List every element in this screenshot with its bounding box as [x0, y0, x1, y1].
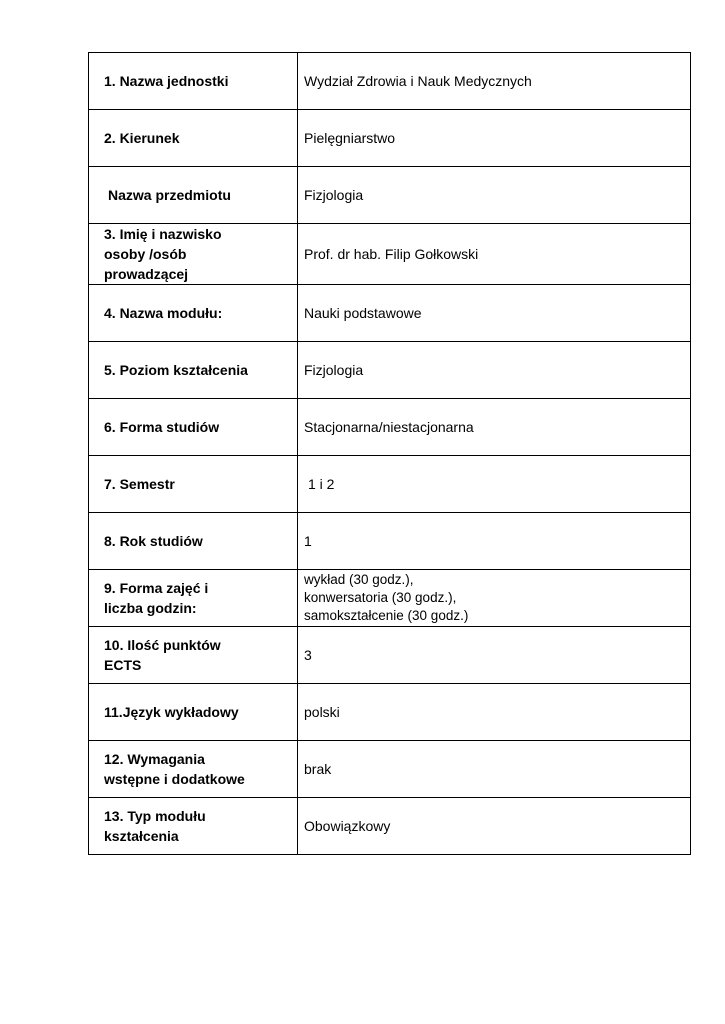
row-label-line: kształcenia — [104, 828, 179, 844]
row-label-line: prowadzącej — [104, 266, 189, 282]
row-label-line: liczba godzin: — [104, 600, 197, 616]
row-value — [298, 570, 691, 627]
row-value-line: samokształcenie (30 godz.) — [304, 608, 469, 623]
row-label: 6. Forma studiów — [89, 399, 298, 456]
row-label — [89, 570, 298, 627]
table-row — [89, 456, 691, 513]
row-label-line: 13. Typ modułu — [104, 808, 206, 824]
row-label: 1. Nazwa jednostki — [89, 53, 298, 110]
row-label-line: 10. Ilość punktów — [104, 637, 221, 653]
row-label: 8. Rok studiów — [89, 513, 298, 570]
row-label — [89, 627, 298, 684]
table-row — [89, 285, 691, 342]
course-info-table — [88, 52, 691, 855]
table-row — [89, 798, 691, 855]
row-label-line: ECTS — [104, 657, 142, 673]
row-label-line: wstępne i dodatkowe — [104, 771, 245, 787]
row-label — [89, 741, 298, 798]
row-value: 3 — [298, 627, 691, 684]
row-value: Prof. dr hab. Filip Gołkowski — [298, 224, 691, 285]
row-label: 5. Poziom kształcenia — [89, 342, 298, 399]
row-label-line: 3. Imię i nazwisko — [104, 226, 222, 242]
row-label: 2. Kierunek — [89, 110, 298, 167]
row-label — [89, 224, 298, 285]
row-value-line: wykład (30 godz.), — [304, 572, 414, 587]
table-row — [89, 110, 691, 167]
row-label: Nazwa przedmiotu — [89, 167, 298, 224]
row-label: 11.Język wykładowy — [89, 684, 298, 741]
row-label: 7. Semestr — [89, 456, 298, 513]
row-value: 1 — [298, 513, 691, 570]
table-row — [89, 224, 691, 285]
row-label-line: osoby /osób — [104, 246, 187, 262]
row-value: Fizjologia — [298, 167, 691, 224]
row-label — [89, 798, 298, 855]
row-value: polski — [298, 684, 691, 741]
table-row — [89, 167, 691, 224]
table-row — [89, 53, 691, 110]
row-label: 4. Nazwa modułu: — [89, 285, 298, 342]
row-value: brak — [298, 741, 691, 798]
table-row — [89, 513, 691, 570]
table-row — [89, 570, 691, 627]
table-row — [89, 684, 691, 741]
table-row — [89, 741, 691, 798]
row-value: Nauki podstawowe — [298, 285, 691, 342]
table-row — [89, 627, 691, 684]
row-value: Fizjologia — [298, 342, 691, 399]
row-value: Pielęgniarstwo — [298, 110, 691, 167]
table-row — [89, 342, 691, 399]
row-value: 1 i 2 — [298, 456, 691, 513]
row-value: Stacjonarna/niestacjonarna — [298, 399, 691, 456]
table-row — [89, 399, 691, 456]
row-label-line: 12. Wymagania — [104, 751, 205, 767]
row-value-line: konwersatoria (30 godz.), — [304, 590, 457, 605]
row-value: Obowiązkowy — [298, 798, 691, 855]
row-value: Wydział Zdrowia i Nauk Medycznych — [298, 53, 691, 110]
row-label-line: 9. Forma zajęć i — [104, 580, 209, 596]
